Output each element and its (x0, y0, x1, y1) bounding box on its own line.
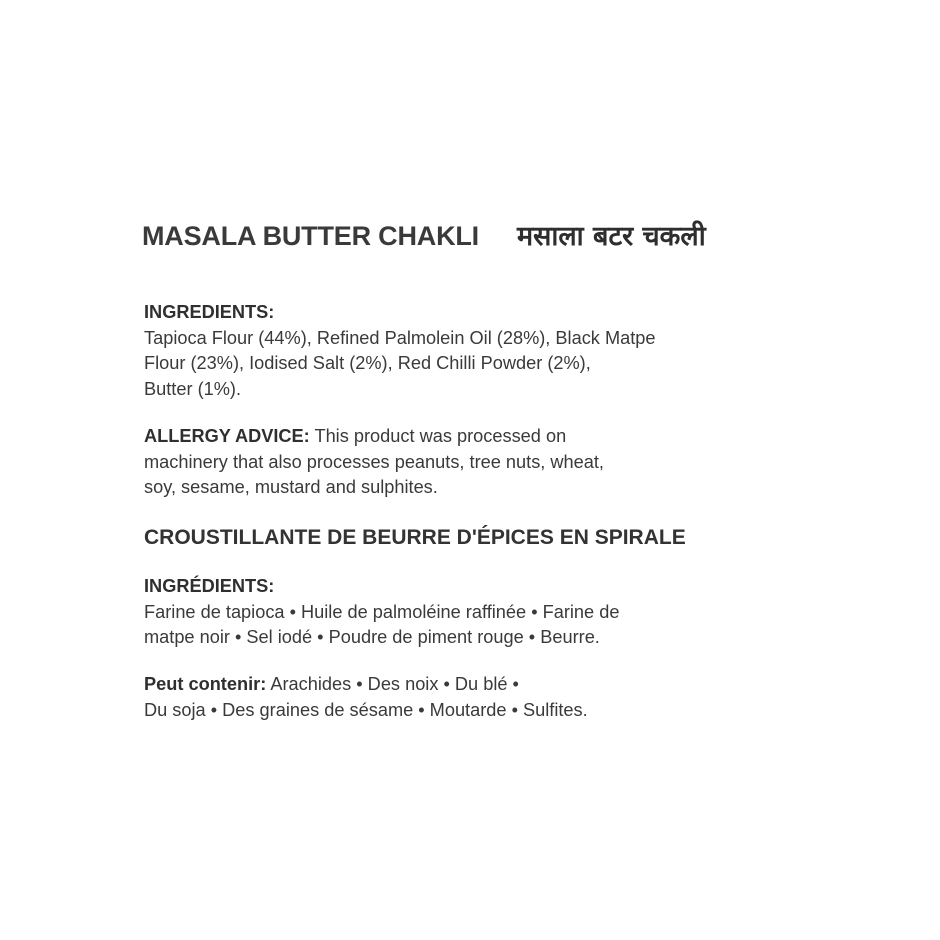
allergy-line-2: machinery that also processes peanuts, tree nuts, wheat, (144, 451, 604, 472)
ingredients-fr-line-2: matpe noir • Sel iodé • Poudre de piment rouge • Beurre. (144, 627, 600, 647)
ingredients-line-3: Butter (1%). (144, 378, 242, 399)
ingredients-fr-line-1: Farine de tapioca • Huile de palmoléine raffinée • Farine de (144, 601, 620, 622)
french-product-title: CROUSTILLANTE DE BEURRE D'ÉPICES EN SPIRALE (144, 526, 686, 549)
ingredients-line-1: Tapioca Flour (44%), Refined Palmolein Oil (28%), Black Matpe (144, 327, 656, 348)
allergy-fr-heading: Peut contenir: (144, 674, 267, 694)
allergy-french (144, 672, 784, 723)
allergy-line-3: soy, sesame, mustard and sulphites. (144, 477, 438, 497)
ingredients-french (144, 574, 784, 651)
allergy-heading: ALLERGY ADVICE: (144, 426, 310, 446)
ingredients-english (144, 300, 784, 402)
ingredients-line-2: Flour (23%), Iodised Salt (2%), Red Chilli Powder (2%), (144, 353, 591, 373)
allergy-advice-english (144, 424, 784, 501)
ingredients-heading: INGREDIENTS: (144, 302, 275, 322)
product-title (142, 216, 706, 253)
allergy-fr-line-1: Arachides • Des noix • Du blé • (266, 674, 519, 694)
ingredients-fr-heading: INGRÉDIENTS: (144, 576, 275, 596)
product-title-english: MASALA BUTTER CHAKLI (142, 221, 479, 251)
product-title-hindi: मसाला बटर चकली (516, 221, 706, 252)
allergy-fr-line-2: Du soja • Des graines de sésame • Moutarde • Sulfites. (144, 699, 588, 720)
allergy-line-1: This product was processed on (309, 426, 567, 446)
